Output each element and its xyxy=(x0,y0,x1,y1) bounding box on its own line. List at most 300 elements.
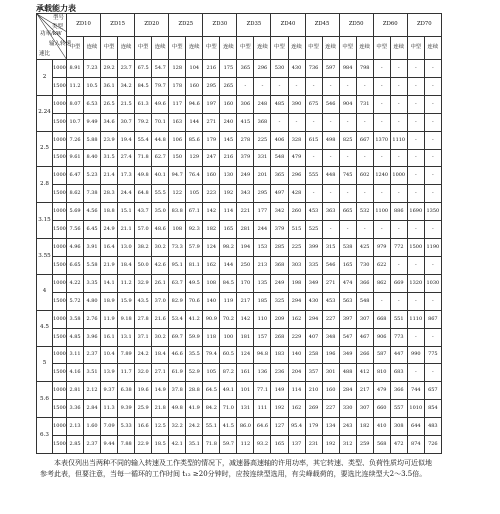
power-cell: 825 xyxy=(339,131,356,149)
power-cell: 135 xyxy=(254,274,271,292)
power-cell: 259 xyxy=(356,436,373,454)
type-header: 连续 xyxy=(424,37,441,60)
power-cell: 64.5 xyxy=(203,382,220,400)
power-cell: 11.3 xyxy=(101,400,118,418)
power-cell: - xyxy=(424,113,441,131)
ratio-cell: 2 xyxy=(37,60,53,96)
power-cell: - xyxy=(305,185,322,203)
power-cell: - xyxy=(424,60,441,78)
power-cell: 53.4 xyxy=(169,310,186,328)
power-cell: 483 xyxy=(424,418,441,436)
power-cell: 18.9 xyxy=(101,292,118,310)
power-cell: 104 xyxy=(186,60,203,78)
power-cell: 4.96 xyxy=(67,239,84,257)
power-cell: 194 xyxy=(237,239,254,257)
speed-cell: 1500 xyxy=(53,328,67,346)
power-cell: - xyxy=(339,113,356,131)
power-cell: 984 xyxy=(339,60,356,78)
power-cell: 17.3 xyxy=(118,167,135,185)
power-cell: 9.39 xyxy=(118,400,135,418)
power-cell: - xyxy=(390,185,407,203)
power-cell: 295 xyxy=(203,77,220,95)
table-row xyxy=(37,113,442,131)
table-row xyxy=(37,418,442,436)
power-cell: 798 xyxy=(356,60,373,78)
type-header: 连续 xyxy=(186,37,203,60)
power-cell: 165 xyxy=(339,256,356,274)
power-cell: 181 xyxy=(237,328,254,346)
model-header: ZD20 xyxy=(135,14,169,37)
power-cell: 328 xyxy=(288,131,305,149)
power-cell: 93.2 xyxy=(254,436,271,454)
power-cell: - xyxy=(390,256,407,274)
power-cell: 16.1 xyxy=(101,328,118,346)
power-cell: 644 xyxy=(407,418,424,436)
power-cell: 27.1 xyxy=(152,364,169,382)
power-cell: 548 xyxy=(271,149,288,167)
power-cell: 41.5 xyxy=(220,418,237,436)
power-cell: 3.96 xyxy=(84,328,101,346)
power-cell: 5.72 xyxy=(67,292,84,310)
speed-cell: 1500 xyxy=(53,221,67,239)
power-cell: 28.3 xyxy=(101,185,118,203)
power-cell: - xyxy=(390,60,407,78)
power-cell: 182 xyxy=(356,418,373,436)
power-cell: 474 xyxy=(339,274,356,292)
power-cell: 1350 xyxy=(424,203,441,221)
power-cell: 657 xyxy=(424,382,441,400)
power-cell: - xyxy=(407,131,424,149)
footnote xyxy=(40,458,438,480)
power-cell: 179 xyxy=(203,131,220,149)
power-cell: 357 xyxy=(305,364,322,382)
power-cell: - xyxy=(322,77,339,95)
power-cell: 3.91 xyxy=(84,239,101,257)
speed-cell: 1000 xyxy=(53,131,67,149)
power-cell: 77.1 xyxy=(254,382,271,400)
power-cell: 24.2 xyxy=(186,418,203,436)
table-row xyxy=(37,131,442,149)
power-cell: 131 xyxy=(237,400,254,418)
power-cell: - xyxy=(407,292,424,310)
power-cell: 36.1 xyxy=(101,77,118,95)
power-cell: 244 xyxy=(254,221,271,239)
power-cell: 5.23 xyxy=(84,167,101,185)
power-cell: - xyxy=(254,77,271,95)
power-cell: 49.5 xyxy=(186,274,203,292)
power-cell: 667 xyxy=(356,131,373,149)
power-cell: 106 xyxy=(169,131,186,149)
speed-cell: 1500 xyxy=(53,185,67,203)
table-row xyxy=(37,256,442,274)
power-cell: - xyxy=(424,95,441,113)
sub-header-row xyxy=(37,37,442,60)
power-cell: 407 xyxy=(305,328,322,346)
power-cell: 100 xyxy=(220,328,237,346)
power-cell: 6.45 xyxy=(84,221,101,239)
power-cell: - xyxy=(407,185,424,203)
power-cell: 60.5 xyxy=(220,346,237,364)
power-cell: 229 xyxy=(288,328,305,346)
power-cell: 76.4 xyxy=(186,167,203,185)
power-cell: 773 xyxy=(390,328,407,346)
footnote-text: 本表仅列出当两种不同的输入转速及工作类型的情况下，减速器高速轴的许用功率，其它转速、类型、负荷性质均可近似地参考此表，但要注意，当每一循环的工作时间 t₁₂ ≥20分钟时，应按连续型选用，有尖峰载荷的，要选比连续型大2～3.5倍。 xyxy=(40,459,432,478)
power-cell: 3.51 xyxy=(84,364,101,382)
power-cell: 265 xyxy=(220,77,237,95)
power-cell: 3.35 xyxy=(84,274,101,292)
power-cell: 18.4 xyxy=(152,346,169,364)
power-cell: 615 xyxy=(305,131,322,149)
power-cell: 67.1 xyxy=(186,203,203,221)
power-cell: 1030 xyxy=(424,274,441,292)
power-cell: 240 xyxy=(220,113,237,131)
power-cell: - xyxy=(407,60,424,78)
power-cell: 547 xyxy=(339,328,356,346)
power-cell: - xyxy=(322,149,339,167)
power-cell: 160 xyxy=(186,77,203,95)
power-cell: 271 xyxy=(203,113,220,131)
power-cell: 546 xyxy=(322,256,339,274)
power-cell: 150 xyxy=(169,149,186,167)
power-cell: 21.6 xyxy=(152,310,169,328)
power-cell: 217 xyxy=(356,382,373,400)
power-cell: 23.9 xyxy=(101,131,118,149)
power-cell: 124 xyxy=(237,346,254,364)
speed-cell: 1500 xyxy=(53,400,67,418)
power-cell: 1690 xyxy=(407,203,424,221)
power-cell: 538 xyxy=(339,239,356,257)
power-cell: 209 xyxy=(271,310,288,328)
power-cell: 379 xyxy=(271,221,288,239)
power-cell: - xyxy=(237,77,254,95)
power-cell: 258 xyxy=(305,346,322,364)
power-cell: - xyxy=(373,185,390,203)
ratio-cell: 5 xyxy=(37,346,53,382)
power-cell: 775 xyxy=(424,346,441,364)
power-cell: 71.0 xyxy=(220,400,237,418)
power-cell: 21.4 xyxy=(101,167,118,185)
power-cell: 217 xyxy=(237,292,254,310)
power-cell: 548 xyxy=(356,292,373,310)
power-cell: 308 xyxy=(390,418,407,436)
power-cell: 6.53 xyxy=(84,95,101,113)
power-cell: 84.5 xyxy=(135,77,152,95)
power-cell: 24.4 xyxy=(118,185,135,203)
power-cell: 175 xyxy=(220,60,237,78)
speed-cell: 1000 xyxy=(53,418,67,436)
ratio-cell: 3.15 xyxy=(37,203,53,239)
power-cell: 683 xyxy=(390,364,407,382)
power-cell: 11.7 xyxy=(118,364,135,382)
power-cell: 227 xyxy=(322,400,339,418)
power-cell: 183 xyxy=(271,346,288,364)
power-cell: 83.8 xyxy=(169,203,186,221)
power-cell: 399 xyxy=(305,239,322,257)
power-cell: 57.9 xyxy=(186,239,203,257)
speed-cell: 1500 xyxy=(53,364,67,382)
power-cell: 13.9 xyxy=(101,364,118,382)
power-cell: 555 xyxy=(305,167,322,185)
power-cell: 1240 xyxy=(373,167,390,185)
power-cell: 5.88 xyxy=(84,131,101,149)
power-cell: - xyxy=(322,221,339,239)
power-cell: 64.6 xyxy=(254,418,271,436)
corner-speed-label: 输入转速 xyxy=(49,41,72,47)
power-cell: 406 xyxy=(271,131,288,149)
speed-cell: 1000 xyxy=(53,203,67,221)
power-cell: 669 xyxy=(390,274,407,292)
power-cell: 285 xyxy=(271,239,288,257)
power-cell: 515 xyxy=(288,221,305,239)
power-cell: 197 xyxy=(203,95,220,113)
power-cell: 990 xyxy=(407,346,424,364)
power-cell: 144 xyxy=(186,113,203,131)
power-cell: 532 xyxy=(356,203,373,221)
power-cell: 62.7 xyxy=(152,149,169,167)
power-cell: 4.56 xyxy=(84,203,101,221)
power-cell: - xyxy=(390,292,407,310)
power-cell: - xyxy=(407,328,424,346)
power-cell: 1000 xyxy=(390,167,407,185)
power-cell: 11.9 xyxy=(101,310,118,328)
power-cell: 307 xyxy=(356,400,373,418)
power-cell: 84.5 xyxy=(220,274,237,292)
power-cell: 315 xyxy=(322,239,339,257)
power-cell: 2.37 xyxy=(84,436,101,454)
power-cell: 428 xyxy=(288,185,305,203)
power-cell: 568 xyxy=(373,436,390,454)
power-cell: 118 xyxy=(203,328,220,346)
power-cell: 886 xyxy=(390,203,407,221)
power-cell: 34.6 xyxy=(101,113,118,131)
power-cell: 50.0 xyxy=(135,256,152,274)
power-cell: 213 xyxy=(254,256,271,274)
power-cell: 597 xyxy=(322,60,339,78)
power-cell: 46.6 xyxy=(169,346,186,364)
speed-cell: 1000 xyxy=(53,274,67,292)
power-cell: - xyxy=(322,185,339,203)
speed-cell: 1500 xyxy=(53,77,67,95)
power-cell: 165 xyxy=(271,436,288,454)
power-cell: 162 xyxy=(288,400,305,418)
type-header: 连续 xyxy=(322,37,339,60)
power-cell: 101 xyxy=(237,382,254,400)
power-cell: 675 xyxy=(305,95,322,113)
power-cell: 49.8 xyxy=(169,400,186,418)
power-cell: 28.8 xyxy=(186,382,203,400)
power-cell: 137 xyxy=(288,436,305,454)
power-cell: 192 xyxy=(271,400,288,418)
power-cell: 94.8 xyxy=(254,346,271,364)
power-cell: - xyxy=(356,113,373,131)
power-cell: 342 xyxy=(271,203,288,221)
power-cell: - xyxy=(288,113,305,131)
power-cell: 1010 xyxy=(407,400,424,418)
power-cell: 105 xyxy=(186,185,203,203)
power-cell: 7.26 xyxy=(67,131,84,149)
power-cell: 70.6 xyxy=(186,292,203,310)
power-cell: 810 xyxy=(373,364,390,382)
power-cell: 21.1 xyxy=(118,221,135,239)
type-header: 中型 xyxy=(237,37,254,60)
power-cell: 165 xyxy=(220,221,237,239)
power-cell: 70.1 xyxy=(152,113,169,131)
power-cell: 85.6 xyxy=(186,131,203,149)
power-cell: 40.1 xyxy=(152,167,169,185)
power-cell: - xyxy=(373,60,390,78)
power-cell: 145 xyxy=(220,131,237,149)
power-cell: 210 xyxy=(305,382,322,400)
power-cell: 557 xyxy=(390,400,407,418)
type-header: 中型 xyxy=(101,37,118,60)
power-cell: 365 xyxy=(237,60,254,78)
power-cell: 668 xyxy=(373,310,390,328)
power-cell: 82.9 xyxy=(169,292,186,310)
ratio-cell: 5.6 xyxy=(37,382,53,418)
power-cell: 904 xyxy=(339,95,356,113)
power-cell: 453 xyxy=(305,203,322,221)
power-cell: 34.2 xyxy=(118,77,135,95)
power-cell: 21.9 xyxy=(101,256,118,274)
model-header: ZD15 xyxy=(101,14,135,37)
power-cell: 6.38 xyxy=(118,382,135,400)
power-cell: 32.2 xyxy=(169,418,186,436)
power-cell: 7.56 xyxy=(67,221,84,239)
type-header: 中型 xyxy=(373,37,390,60)
power-cell: 149 xyxy=(271,382,288,400)
speed-cell: 1000 xyxy=(53,60,67,78)
power-cell: 162 xyxy=(288,310,305,328)
power-cell: 95.1 xyxy=(169,256,186,274)
table-row xyxy=(37,346,442,364)
power-cell: 4.85 xyxy=(67,328,84,346)
power-cell: - xyxy=(373,113,390,131)
power-cell: 37.8 xyxy=(169,382,186,400)
power-cell: - xyxy=(424,131,441,149)
power-cell: 79.7 xyxy=(152,77,169,95)
power-cell: 223 xyxy=(203,185,220,203)
power-cell: - xyxy=(424,328,441,346)
power-cell: 71.8 xyxy=(135,149,152,167)
power-cell: - xyxy=(373,77,390,95)
power-cell: 366 xyxy=(390,382,407,400)
power-cell: 221 xyxy=(237,203,254,221)
power-cell: 14.1 xyxy=(101,274,118,292)
speed-cell: 1500 xyxy=(53,149,67,167)
power-cell: 730 xyxy=(356,256,373,274)
power-cell: 479 xyxy=(373,382,390,400)
type-header: 中型 xyxy=(203,37,220,60)
power-cell: 14.9 xyxy=(152,382,169,400)
power-cell: 744 xyxy=(407,382,424,400)
power-cell: 249 xyxy=(237,167,254,185)
power-cell: 98.2 xyxy=(220,239,237,257)
type-header: 连续 xyxy=(356,37,373,60)
power-cell: 16.6 xyxy=(135,418,152,436)
power-cell: 29.2 xyxy=(101,60,118,78)
power-cell: 32.0 xyxy=(135,364,152,382)
power-cell: 231 xyxy=(305,436,322,454)
power-cell: 1100 xyxy=(373,203,390,221)
power-cell: 412 xyxy=(356,364,373,382)
power-cell: 27.8 xyxy=(135,310,152,328)
power-cell: 32.9 xyxy=(135,274,152,292)
power-cell: 247 xyxy=(203,149,220,167)
model-header: ZD40 xyxy=(271,14,305,37)
speed-cell: 1500 xyxy=(53,113,67,131)
ratio-cell: 4 xyxy=(37,274,53,310)
power-cell: 236 xyxy=(271,364,288,382)
power-cell: 2.37 xyxy=(84,346,101,364)
power-cell: 498 xyxy=(322,131,339,149)
table-row xyxy=(37,149,442,167)
power-cell: 4.16 xyxy=(67,364,84,382)
power-cell: 43.7 xyxy=(135,203,152,221)
power-cell: 862 xyxy=(373,274,390,292)
power-cell: 335 xyxy=(305,256,322,274)
power-cell: 430 xyxy=(288,60,305,78)
power-cell: 12.5 xyxy=(152,418,169,436)
power-cell: 177 xyxy=(254,203,271,221)
type-header: 连续 xyxy=(118,37,135,60)
power-cell: 467 xyxy=(356,328,373,346)
type-header: 连续 xyxy=(254,37,271,60)
power-cell: 390 xyxy=(288,95,305,113)
power-cell: 48.6 xyxy=(152,221,169,239)
power-cell: - xyxy=(407,167,424,185)
power-cell: 325 xyxy=(271,292,288,310)
power-cell: 19.4 xyxy=(118,131,135,149)
power-cell: 67.5 xyxy=(135,60,152,78)
power-cell: - xyxy=(373,95,390,113)
power-cell: 497 xyxy=(271,185,288,203)
power-cell: 1320 xyxy=(407,274,424,292)
power-cell: 90.9 xyxy=(203,310,220,328)
power-cell: 35.0 xyxy=(152,203,169,221)
power-cell: 161 xyxy=(237,364,254,382)
power-cell: 43.5 xyxy=(135,292,152,310)
table-row xyxy=(37,400,442,418)
corner-class-label: 类型 xyxy=(52,24,64,30)
power-cell: 306 xyxy=(237,95,254,113)
power-cell: 296 xyxy=(288,167,305,185)
power-cell: 294 xyxy=(288,292,305,310)
power-cell: 70.2 xyxy=(220,310,237,328)
power-cell: 415 xyxy=(237,113,254,131)
power-cell: 295 xyxy=(254,185,271,203)
power-cell: 92.3 xyxy=(186,221,203,239)
power-cell: 192 xyxy=(220,185,237,203)
table-row xyxy=(37,328,442,346)
power-cell: 271 xyxy=(322,274,339,292)
power-cell: 4.80 xyxy=(84,292,101,310)
power-cell: 397 xyxy=(339,310,356,328)
power-cell: 59.7 xyxy=(220,436,237,454)
power-cell: 343 xyxy=(237,185,254,203)
power-cell: 772 xyxy=(390,239,407,257)
power-cell: 3.11 xyxy=(67,346,84,364)
power-cell: 2.13 xyxy=(67,418,84,436)
power-cell: 410 xyxy=(373,418,390,436)
power-cell: 485 xyxy=(271,95,288,113)
table-row xyxy=(37,167,442,185)
corner-ratio-label: 速比 xyxy=(39,51,51,57)
power-cell: 198 xyxy=(288,274,305,292)
speed-cell: 1500 xyxy=(53,436,67,454)
power-cell: 1500 xyxy=(407,239,424,257)
power-cell: 30.7 xyxy=(118,113,135,131)
power-cell: 11.2 xyxy=(118,274,135,292)
